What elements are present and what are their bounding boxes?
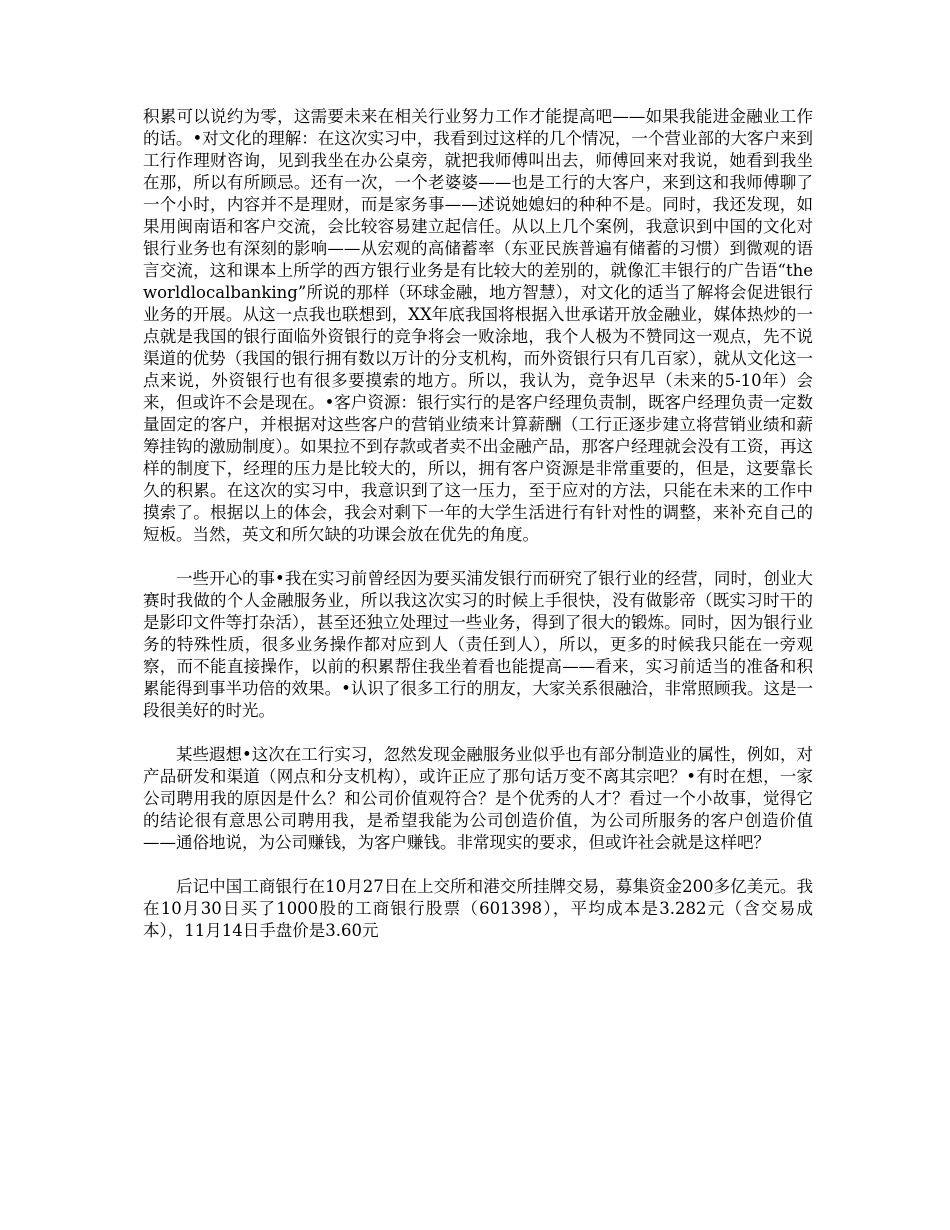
paragraph-cultural-understanding: 积累可以说约为零，这需要未来在相关行业努力工作才能提高吧——如果我能进金融业工作的话。•对文化的理解：在这次实习中，我看到过这样的几个情况，一个营业部的大客户来到工行作理财咨询，见到我坐在办公桌旁，就把我师傅叫出去，师傅回来对我说，她看到我坐在那，所以有所顾忌。还有一次，一个老婆婆——也是工行的大客户，来到这和我师傅聊了一个小时，内容并不是理财，而是家务事——述说她媳妇的种种不是。同时，我还发现，如果用闽南语和客户交流，会比较容易建立起信任。从以上几个案例，我意识到中国的文化对银行业务也有深刻的影响——从宏观的高储蓄率（东亚民族普遍有储蓄的习惯）到微观的语言交流，这和课本上所学的西方银行业务是有比较大的差别的，就像汇丰银行的广告语“theworldlocalbanking”所说的那样（环球金融，地方智慧），对文化的适当了解将会促进银行业务的开展。从这一点我也联想到，XX年底我国将根据入世承诺开放金融业，媒体热炒的一点就是我国的银行面临外资银行的竞争将会一败涂地，我个人极为不赞同这一观点，先不说渠道的优势（我国的银行拥有数以万计的分支机构，而外资银行只有几百家），就从文化这一点来说，外资银行也有很多要摸索的地方。所以，我认为，竞争迟早（未来的5-10年）会来，但或许不会是现在。•客户资源：银行实行的是客户经理负责制，既客户经理负责一定数量固定的客户，并根据对这些客户的营销业绩来计算薪酬（工行正逐步建立将营销业绩和薪筹挂钩的激励制度）。如果拉不到存款或者卖不出金融产品，那客户经理就会没有工资，再这样的制度下，经理的压力是比较大的，所以，拥有客户资源是非常重要的，但是，这要靠长久的积累。在这次的实习中，我意识到了这一压力，至于应对的方法，只能在未来的工作中摸索了。根据以上的体会，我会对剩下一年的大学生活进行有针对性的调整，来补充自己的短板。当然，英文和所欠缺的功课会放在优先的角度。 [143,107,813,544]
paragraph-postscript: 后记中国工商银行在10月27日在上交所和港交所挂牌交易，募集资金200多亿美元。我在10月30日买了1000股的工商银行股票（601398），平均成本是3.282元（含交易成本），11月14日手盘价是3.60元 [143,877,813,940]
paragraph-reflections: 某些遐想•这次在工行实习，忽然发现金融服务业似乎也有部分制造业的属性，例如，对产品研发和渠道（网点和分支机构），或许正应了那句话万变不离其宗吧？•有时在想，一家公司聘用我的原因是什么？和公司价值观符合？是个优秀的人才？看过一个小故事，觉得它的结论很有意思公司聘用我，是希望我能为公司创造价值，为公司所服务的客户创造价值——通俗地说，为公司赚钱，为客户赚钱。非常现实的要求，但或许社会就是这样吧？ [143,745,813,852]
paragraph-happy-things: 一些开心的事•我在实习前曾经因为要买浦发银行而研究了银行业的经营，同时，创业大赛时我做的个人金融服务业，所以我这次实习的时候上手很快，没有做影帝（既实习时干的是影印文件等打杂活），甚至还独立处理过一些业务，得到了很大的锻炼。同时，因为银行业务的特殊性质，很多业务操作都对应到人（责任到人），所以，更多的时候我只能在一旁观察，而不能直接操作，以前的积累帮住我坐着看也能提高——看来，实习前适当的准备和积累能得到事半功倍的效果。•认识了很多工行的朋友，大家关系很融洽，非常照顾我。这是一段很美好的时光。 [143,569,813,720]
document-body [143,106,813,942]
